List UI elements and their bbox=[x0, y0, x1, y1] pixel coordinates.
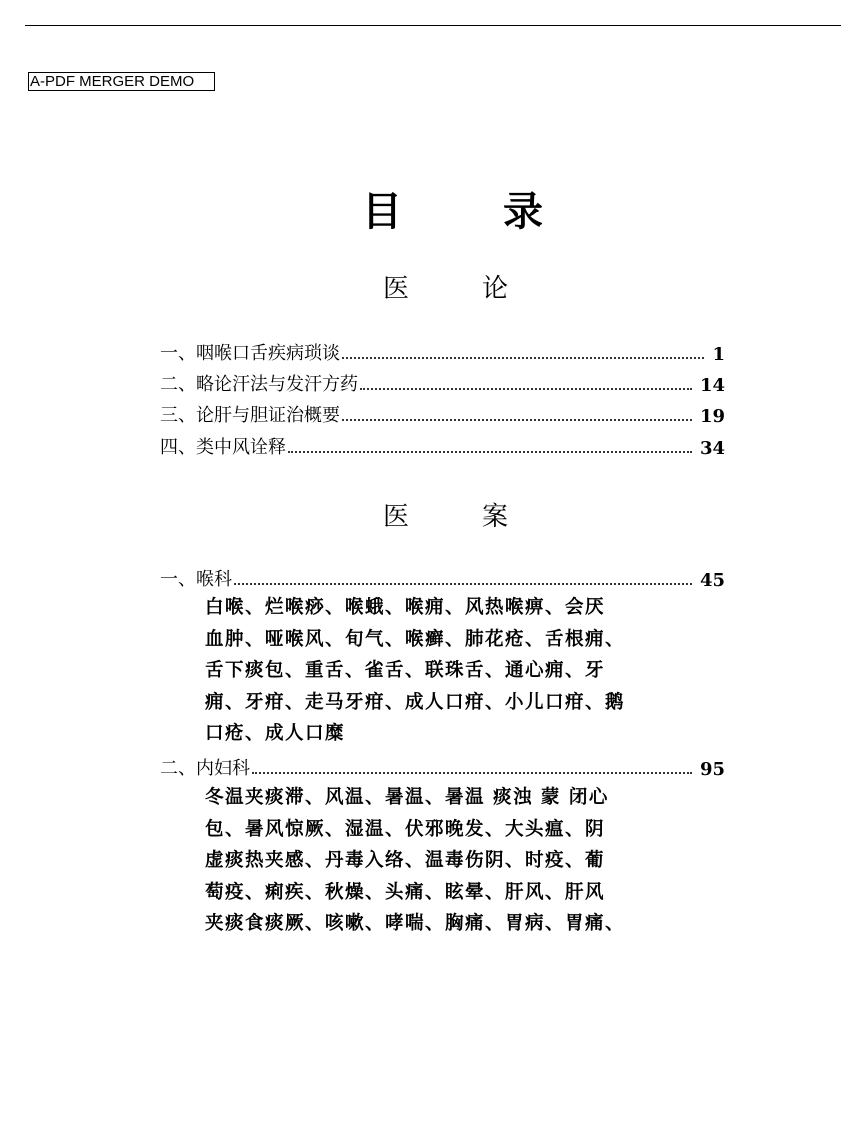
toc-entry[interactable] bbox=[160, 399, 725, 427]
toc-label: 四、类中风诠释 bbox=[160, 437, 286, 458]
leader-dots bbox=[342, 357, 704, 359]
toc-page: 95 bbox=[699, 759, 725, 780]
section-char: 医 bbox=[383, 502, 410, 532]
toc-entry[interactable] bbox=[160, 368, 725, 396]
subitem-line: 白喉、烂喉痧、喉蛾、喉痈、风热喉痹、会厌 bbox=[205, 597, 606, 618]
toc-page: 45 bbox=[699, 570, 725, 591]
toc-page: 34 bbox=[699, 438, 725, 459]
toc-subitems bbox=[205, 782, 665, 940]
subitem-line: 血肿、哑喉风、旬气、喉癣、肺花疮、舌根痈、 bbox=[205, 628, 626, 650]
toc-subitems bbox=[205, 592, 665, 750]
toc-label: 二、内妇科 bbox=[160, 758, 250, 779]
toc-page: 14 bbox=[699, 375, 725, 396]
subitem-line: 痈、牙疳、走马牙疳、成人口疳、小儿口疳、鹅 bbox=[205, 691, 626, 713]
section-char: 案 bbox=[482, 502, 509, 532]
toc-page: 19 bbox=[699, 406, 725, 427]
toc-page: 1 bbox=[712, 344, 725, 365]
subitem-line: 萄疫、痢疾、秋燥、头痛、眩晕、肝风、肝风 bbox=[205, 881, 606, 903]
toc-label: 三、论肝与胆证治概要 bbox=[160, 405, 340, 426]
header-rule bbox=[25, 25, 841, 26]
section-char: 医 bbox=[383, 274, 410, 304]
section-char: 论 bbox=[482, 274, 509, 304]
toc-entry[interactable] bbox=[160, 431, 725, 459]
subitem-line: 虚痰热夹感、丹毒入络、温毒伤阴、时疫、葡 bbox=[205, 850, 606, 872]
leader-dots bbox=[360, 388, 692, 390]
toc-entry[interactable] bbox=[160, 563, 725, 591]
toc-label: 一、咽喉口舌疾病琐谈 bbox=[160, 343, 340, 364]
leader-dots bbox=[288, 451, 692, 453]
leader-dots bbox=[342, 419, 692, 421]
leader-dots bbox=[252, 772, 692, 774]
watermark-label: A-PDF MERGER DEMO bbox=[28, 72, 215, 91]
toc-label: 二、略论汗法与发汗方药 bbox=[160, 374, 358, 395]
title-char: 目 bbox=[362, 188, 402, 235]
subitem-line: 口疮、成人口糜 bbox=[205, 723, 346, 745]
subitem-line: 夹痰食痰厥、咳嗽、哮喘、胸痛、胃病、胃痛、 bbox=[205, 913, 626, 935]
subitem-line: 舌下痰包、重舌、雀舌、联珠舌、通心痈、牙 bbox=[205, 660, 606, 682]
subitem-line: 冬温夹痰滞、风温、暑温、暑温 痰浊 蒙 闭心 bbox=[205, 787, 609, 808]
toc-entry[interactable] bbox=[160, 752, 725, 780]
leader-dots bbox=[234, 583, 692, 585]
toc-label: 一、喉科 bbox=[160, 569, 232, 590]
subitem-line: 包、暑风惊厥、湿温、伏邪晚发、大头瘟、阴 bbox=[205, 818, 606, 840]
toc-entry[interactable] bbox=[160, 337, 725, 365]
title-char: 录 bbox=[503, 188, 543, 235]
